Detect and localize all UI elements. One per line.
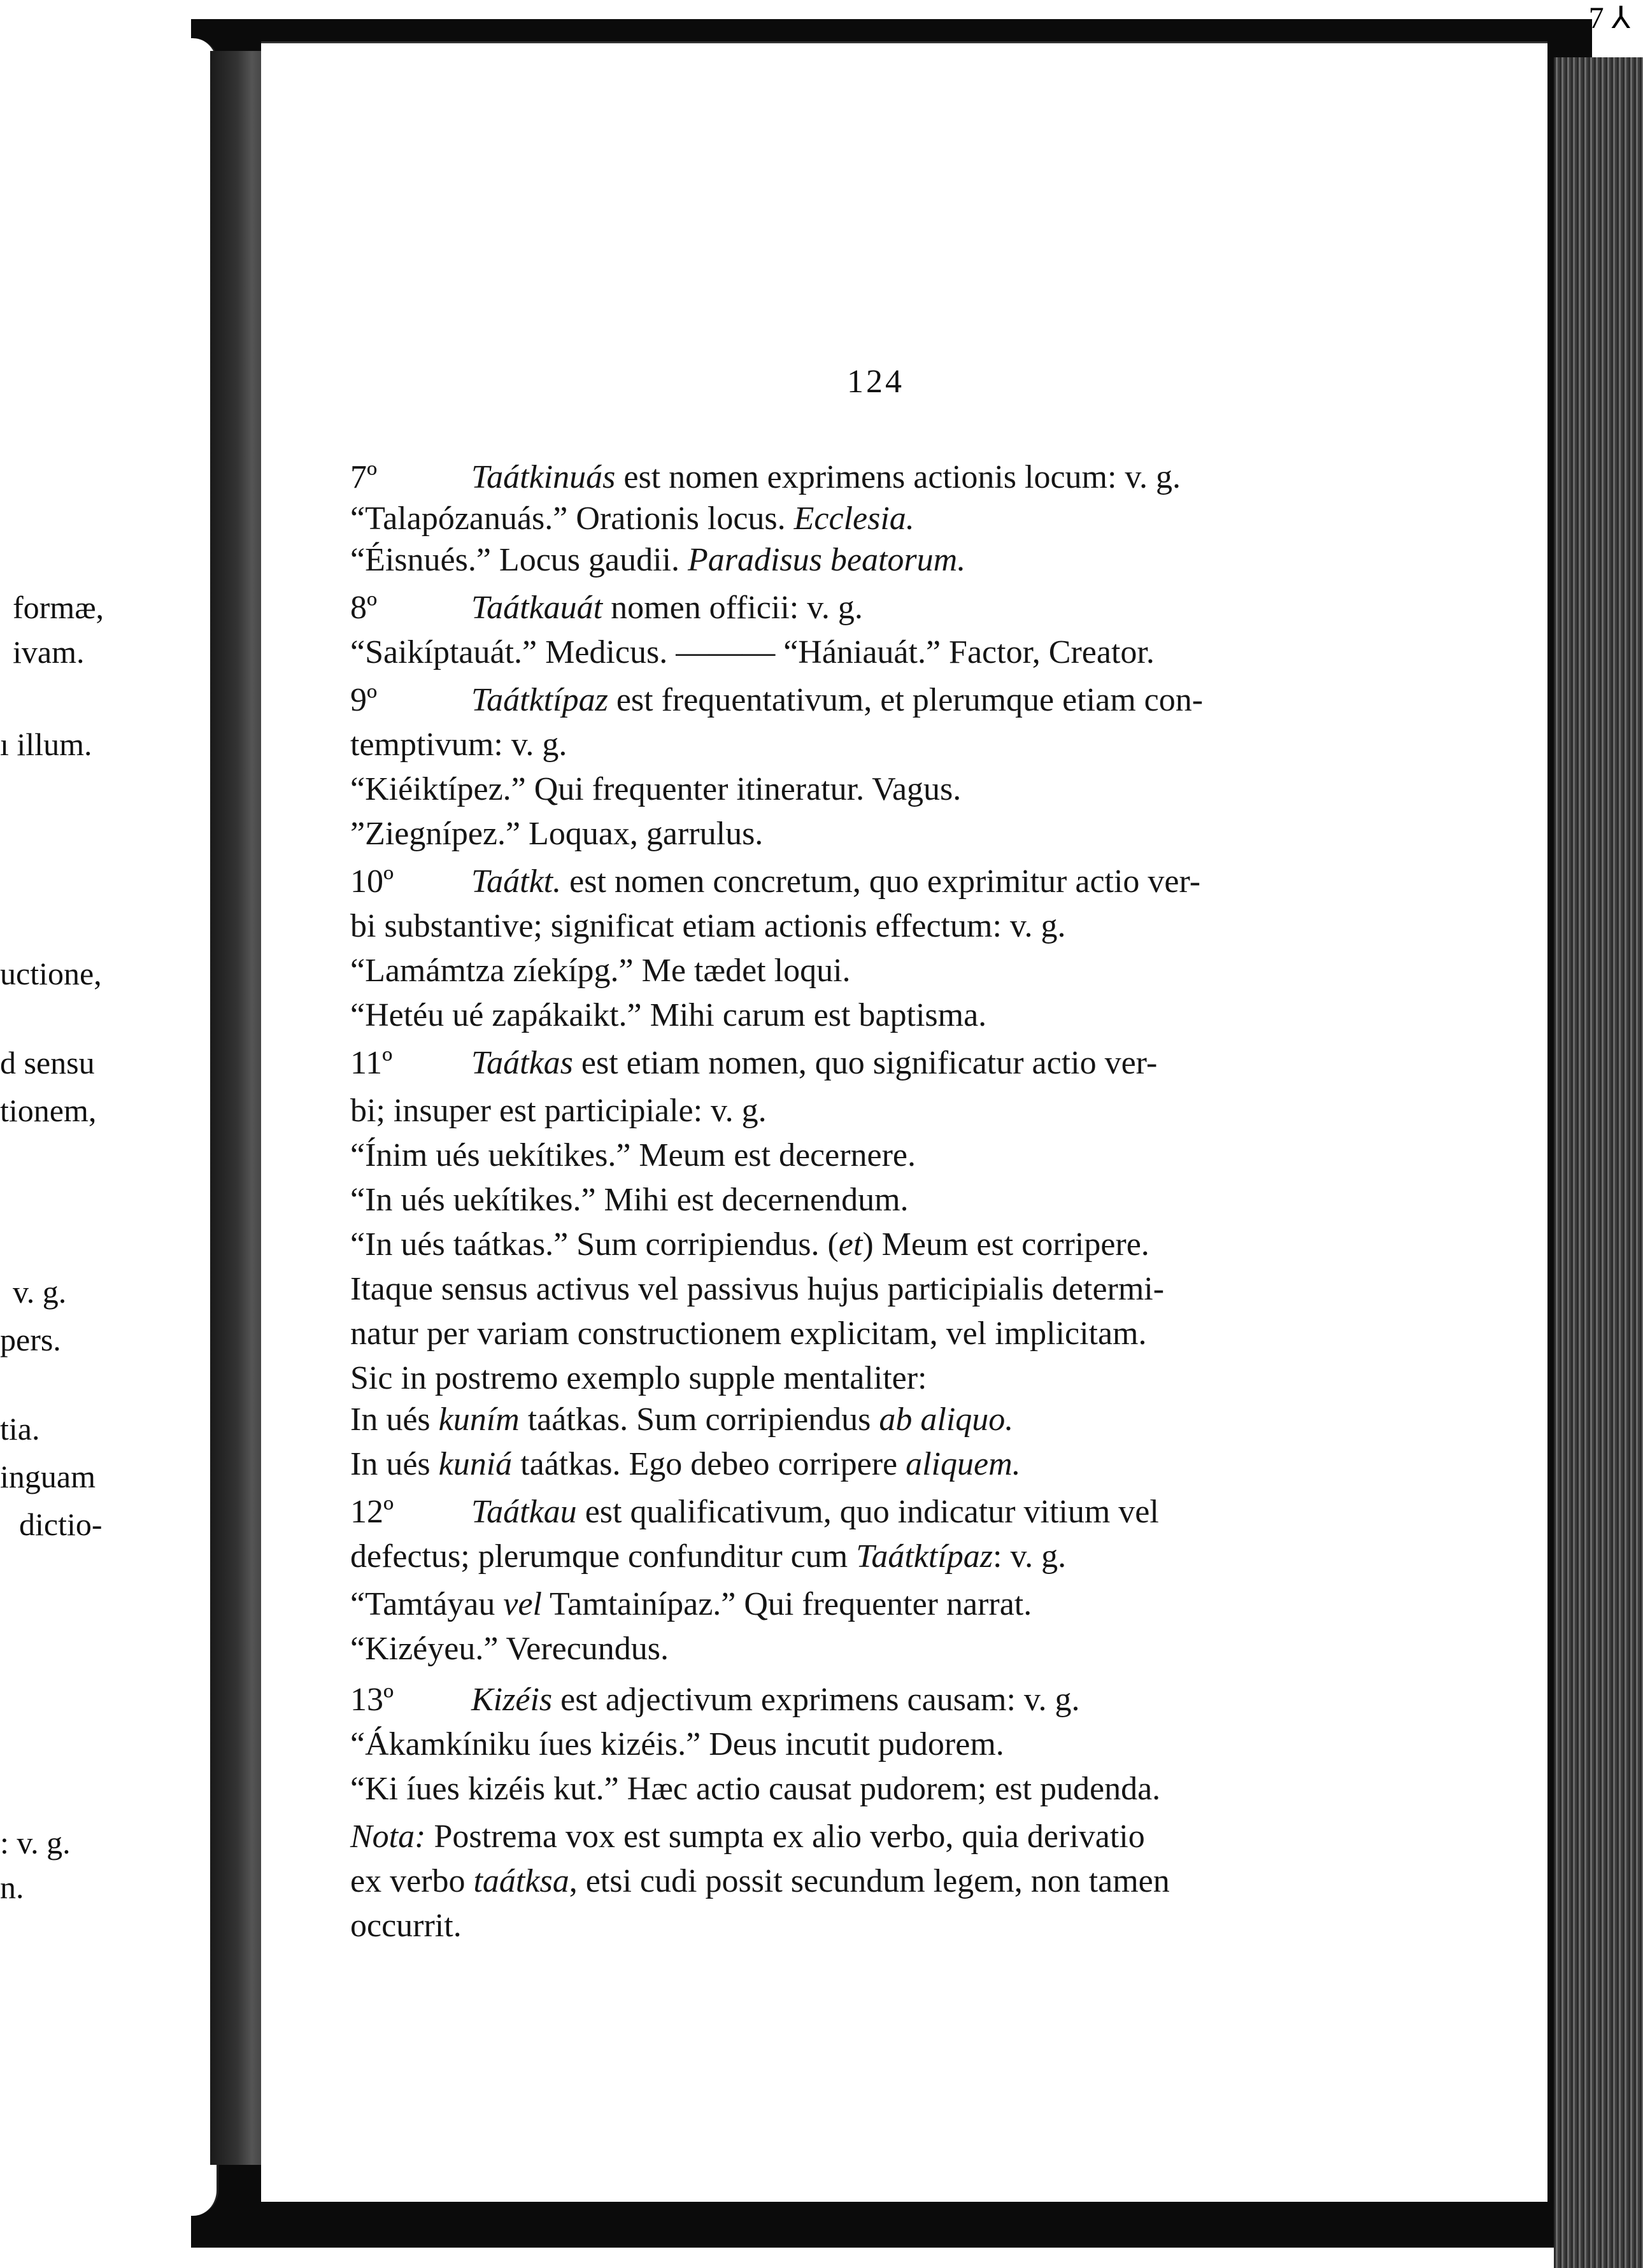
text-line [350,1681,1080,1719]
page-edges [1554,57,1643,2268]
line-text: “Talapózanuás.” Orationis locus. [350,500,794,537]
term: vel [503,1586,542,1622]
line-text: est nomen exprimens actionis locum: v. g. [615,459,1181,495]
text-line [350,770,961,808]
facing-text: tionem, [0,1093,97,1128]
facing-text: inguam [0,1459,96,1494]
line-text: nomen officii: v. g. [602,590,863,626]
line-text: Itaque sensus activus vel passivus hujus participialis determi- [350,1271,1165,1307]
text-line [350,1770,1160,1808]
term: Taátktípaz [856,1538,993,1575]
text-line [350,458,1181,496]
section-number: 7º [350,459,378,495]
text-line [350,1907,462,1945]
line-text: bi; insuper est participiale: v. g. [350,1093,767,1129]
line-text: “Ákamkíniku íues kizéis.” Deus incutit pudorem. [350,1726,1004,1762]
line-text: ) Meum est corripere. [862,1226,1149,1263]
term: kuním [438,1401,520,1438]
section-number: 8º [350,590,378,626]
term: et [838,1226,863,1263]
facing-text: d sensu [0,1045,95,1081]
term: Taátkinuás [471,459,616,495]
line-text: : v. g. [993,1538,1067,1575]
corner-mark: 7 ⅄ [1588,1,1630,35]
term: ab aliquo. [879,1401,1014,1438]
text-line [350,1445,1021,1483]
line-text: , etsi cudi possit secundum legem, non tamen [569,1863,1170,1899]
line-text: ”Ziegnípez.” Loquax, garrulus. [350,816,764,852]
line-text: occurrit. [350,1908,462,1944]
line-text: Sic in postremo exemplo supple mentaliter: [350,1360,927,1396]
facing-text: uctione, [0,956,102,991]
term: Taátktípaz [471,682,608,718]
facing-text: formæ, [13,590,104,625]
term: aliquem. [906,1446,1021,1482]
facing-text: pers. [0,1322,61,1357]
text-line [350,1137,916,1174]
line-text: est frequentativum, et plerumque etiam con- [608,682,1204,718]
term: taátksa [473,1863,569,1899]
text-line [350,500,914,537]
line-text: “Hetéu ué zapákaikt.” Mihi carum est baptisma. [350,997,987,1033]
text-line [350,681,1203,719]
line-text: “Ínim ués uekítikes.” Meum est decernere. [350,1137,916,1173]
term: Ecclesia. [793,500,914,537]
text-line [350,589,863,627]
text-line [350,1092,767,1130]
section-number: 13º [350,1682,394,1718]
text-line [350,1401,1013,1438]
term: Taátkau [471,1494,577,1530]
text-line [350,1270,1164,1308]
line-text: temptivum: v. g. [350,726,567,763]
line-text: “Tamtáyau [350,1586,504,1622]
text-line [350,1818,1145,1855]
line-text: In ués [350,1446,439,1482]
line-text: “Ki íues kizéis kut.” Hæc actio causat pudorem; est pudenda. [350,1771,1161,1807]
text-line [350,1044,1157,1082]
text-line [350,1493,1159,1531]
line-text: natur per variam constructionem explicitam, vel implicitam. [350,1315,1147,1352]
text-line [350,952,851,989]
section-number: 10º [350,863,394,900]
facing-text: n. [0,1869,24,1905]
text-line [350,541,965,579]
line-text: Postrema vox est sumpta ex alio verbo, quia derivatio [425,1818,1145,1855]
line-text: est qualificativum, quo indicatur vitium vel [576,1494,1159,1530]
text-line [350,634,1155,671]
text-line [350,1726,1004,1763]
facing-text: dictio- [19,1506,103,1542]
text-line [350,815,763,853]
text-line [350,1862,1170,1900]
text-line [350,1315,1147,1352]
line-text: “In ués uekítikes.” Mihi est decernendum. [350,1182,909,1218]
section-number: 9º [350,682,378,718]
text-line [350,1359,927,1397]
text-line [350,863,1200,900]
facing-text: tia. [0,1411,40,1447]
line-text: “Lamámtza zíekípg.” Me tædet loqui. [350,953,851,989]
line-text: taátkas. Sum corripiendus [519,1401,879,1438]
term: Taátkt. [471,863,562,900]
note-label: Nota: [350,1818,426,1855]
facing-text: : v. g. [0,1825,71,1860]
line-text: bi substantive; significat etiam actionis effectum: v. g. [350,908,1066,944]
text-line [350,726,567,763]
page-number: 124 [847,364,904,400]
line-text: taátkas. Ego debeo corripere [512,1446,906,1482]
section-number: 11º [350,1045,393,1081]
text-line [350,907,1066,945]
line-text: ex verbo [350,1863,474,1899]
line-text: Tamtainípaz.” Qui frequenter narrat. [541,1586,1032,1622]
text-line [350,1630,669,1668]
line-text: “Éisnués.” Locus gaudii. [350,542,688,578]
line-text: “Saikíptauát.” Medicus. ——— “Hániauát.” Factor, Creator. [350,634,1155,670]
term: Kizéis [471,1682,553,1718]
text-line [350,996,986,1034]
facing-text: v. g. [13,1274,67,1310]
line-text: In ués [350,1401,439,1438]
line-text: “In ués taátkas.” Sum corripiendus. ( [350,1226,839,1263]
text-line [350,1538,1066,1575]
term: Paradisus beatorum. [687,542,966,578]
line-text: est etiam nomen, quo significatur actio ver- [573,1045,1158,1081]
line-text: “Kiéiktípez.” Qui frequenter itineratur. Vagus. [350,771,962,807]
line-text: est adjectivum exprimens causam: v. g. [552,1682,1080,1718]
line-text: est nomen concretum, quo exprimitur actio ver- [561,863,1201,900]
text-line [350,1226,1149,1263]
line-text: defectus; plerumque confunditur cum [350,1538,857,1575]
text-line [350,1585,1032,1623]
line-text: “Kizéyeu.” Verecundus. [350,1631,669,1667]
facing-text: ı illum. [0,726,92,762]
section-number: 12º [350,1494,394,1530]
term: kuniá [438,1446,513,1482]
facing-text: ivam. [13,634,85,670]
term: Taátkauát [471,590,603,626]
text-line [350,1181,909,1219]
term: Taátkas [471,1045,573,1081]
